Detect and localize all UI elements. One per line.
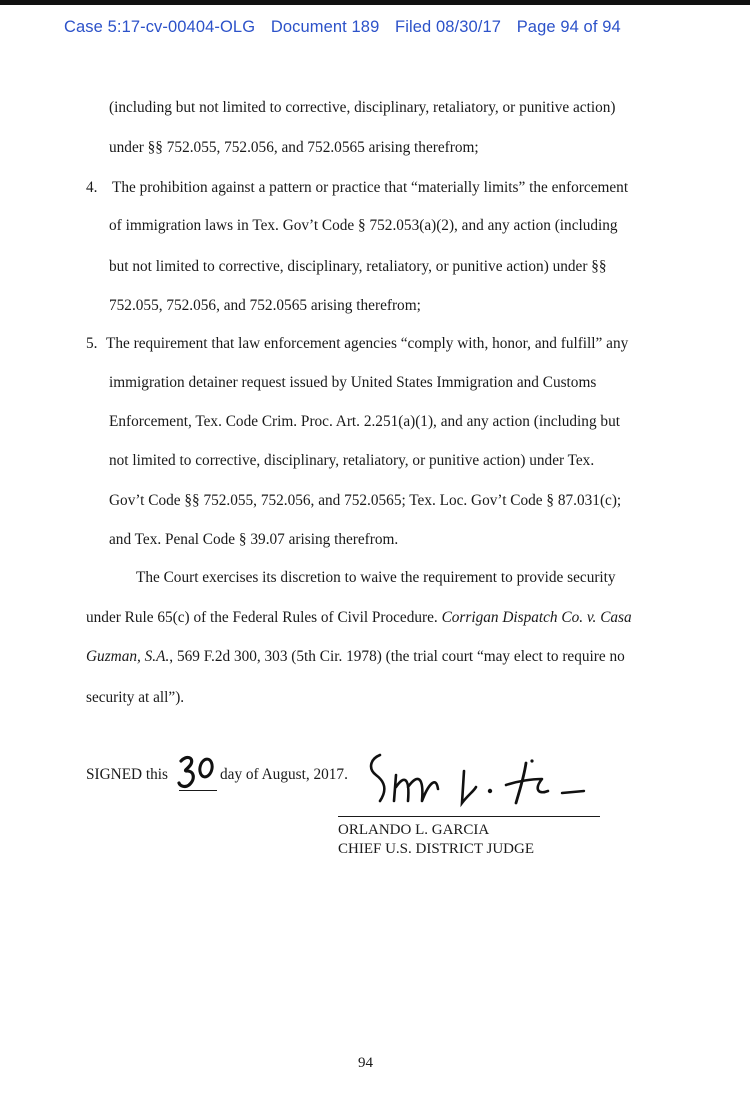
item-4-line-1: The prohibition against a pattern or practice that “materially limits” the enforcement (112, 179, 629, 196)
judge-name: ORLANDO L. GARCIA (338, 822, 490, 838)
item-5-number: 5. (86, 335, 98, 352)
item-5-line-2: immigration detainer request issued by United States Immigration and Customs (109, 374, 597, 391)
item-4-number: 4. (86, 179, 98, 196)
carry-over-line-1: (including but not limited to corrective, disciplinary, retaliatory, or punitive action) (109, 99, 616, 116)
security-paragraph-line-1: The Court exercises its discretion to waive the requirement to provide security (136, 569, 616, 586)
security-paragraph-line-4: security at all”). (86, 689, 185, 706)
security-paragraph-line-3 (86, 649, 625, 664)
header-page-count: Page 94 of 94 (516, 18, 621, 36)
security-paragraph-line-2 (86, 610, 632, 625)
item-4-line-4: 752.055, 752.056, and 752.0565 arising therefrom; (109, 297, 421, 314)
case-citation-italic-cont: Guzman, S.A. (86, 648, 170, 665)
carry-over-line-2: under §§ 752.055, 752.056, and 752.0565 arising therefrom; (109, 139, 479, 156)
item-4-line-3: but not limited to corrective, disciplinary, retaliatory, or punitive action) under §§ (109, 258, 607, 275)
page-number: 94 (358, 1055, 373, 1071)
header-document-number: Document 189 (270, 18, 380, 36)
item-5-line-6: and Tex. Penal Code § 39.07 arising therefrom. (109, 531, 399, 548)
item-5-line-3: Enforcement, Tex. Code Crim. Proc. Art. 2.251(a)(1), and any action (including but (109, 413, 620, 430)
item-4-line-2: of immigration laws in Tex. Gov’t Code § 752.053(a)(2), and any action (including (109, 217, 618, 234)
header-filed-date: Filed 08/30/17 (395, 18, 502, 36)
ecf-header-stamp (64, 18, 632, 37)
signed-suffix: day of August, 2017. (220, 766, 348, 783)
judge-signature (366, 745, 596, 820)
header-case-number: Case 5:17-cv-00404-OLG (64, 18, 256, 36)
signed-prefix: SIGNED this (86, 766, 169, 783)
item-5-line-1: The requirement that law enforcement agencies “comply with, honor, and fulfill” any (106, 335, 629, 352)
handwritten-day-30-image (177, 754, 219, 792)
case-citation-italic: Corrigan Dispatch Co. v. Casa (441, 609, 632, 626)
top-border-rule (0, 0, 750, 5)
security-line-2-text: under Rule 65(c) of the Federal Rules of Civil Procedure. (86, 609, 442, 626)
judge-title: CHIEF U.S. DISTRICT JUDGE (338, 841, 534, 857)
item-5-line-5: Gov’t Code §§ 752.055, 752.056, and 752.0565; Tex. Loc. Gov’t Code § 87.031(c); (109, 492, 622, 509)
item-5-line-4: not limited to corrective, disciplinary, retaliatory, or punitive action) under Tex. (109, 452, 595, 469)
judge-signature-image (366, 745, 596, 815)
signature-line (338, 816, 600, 817)
security-line-3-text: , 569 F.2d 300, 303 (5th Cir. 1978) (the trial court “may elect to require no (169, 648, 625, 665)
day-underline (179, 790, 217, 791)
